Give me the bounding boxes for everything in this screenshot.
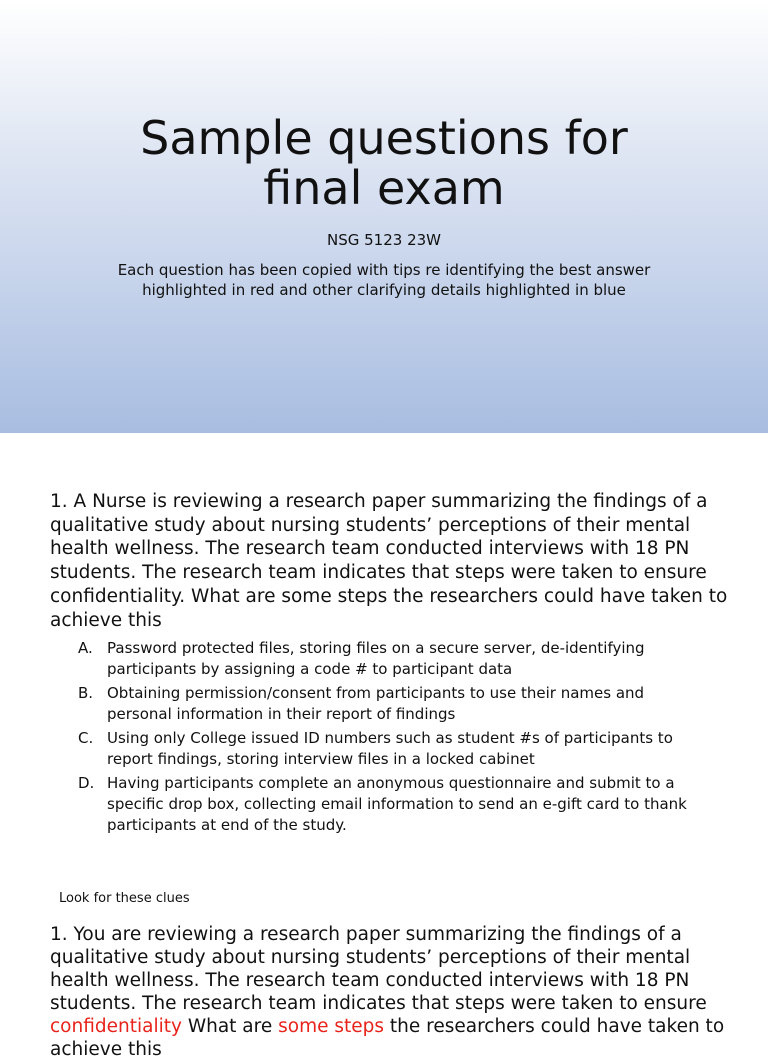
highlight-some-steps: some steps (278, 1016, 385, 1037)
question-segment: 1. You are reviewing a research paper summarizing the findings of a qualitative study about nursing students’ perceptions of their mental health wellness. The research team conducted interviews with 18 PN students. The research team indicates that steps were taken to ensure (50, 924, 707, 1014)
answer-options (50, 638, 710, 839)
option-letter: A. (78, 639, 93, 657)
title-line-2: final exam (263, 161, 505, 215)
option-c (50, 728, 710, 770)
clues-slide (0, 868, 768, 1060)
question-slide (0, 433, 768, 868)
annotated-question-text (50, 923, 730, 1061)
option-text: Password protected files, storing files on a secure server, de-identifying participants by assigning a code # to participant data (107, 639, 645, 678)
course-code: NSG 5123 23W (327, 231, 441, 249)
question-segment: the researchers could have taken to achieve this (50, 1016, 725, 1060)
option-a (50, 638, 710, 680)
option-letter: D. (78, 774, 95, 792)
slide-title (0, 113, 768, 213)
option-b (50, 683, 710, 725)
option-text: Using only College issued ID numbers such as student #s of participants to report findings, storing interview files in a locked cabinet (107, 729, 673, 768)
title-slide (0, 0, 768, 433)
question-text: 1. A Nurse is reviewing a research paper summarizing the findings of a qualitative study about nursing students’ perceptions of their mental health wellness. The research team conducted interviews with 18 PN students. The research team indicates that steps were taken to ensure confidentiality. What are some steps the researchers could have taken to achieve this (50, 491, 728, 631)
option-letter: B. (78, 684, 94, 702)
highlight-confidentiality: confidentiality (50, 1016, 182, 1037)
title-line-1: Sample questions for (140, 111, 628, 165)
question-segment: What are (181, 1016, 279, 1037)
slide-description: Each question has been copied with tips re identifying the best answer highlighted in red and other clarifying details highlighted in blue (117, 261, 651, 299)
option-text: Having participants complete an anonymous questionnaire and submit to a specific drop box, collecting email information to send an e-gift card to thank participants at end of the study. (107, 774, 687, 834)
option-letter: C. (78, 729, 94, 747)
option-d (50, 773, 710, 836)
option-text: Obtaining permission/consent from participants to use their names and personal information in their report of findings (107, 684, 645, 723)
clues-label: Look for these clues (59, 891, 190, 906)
